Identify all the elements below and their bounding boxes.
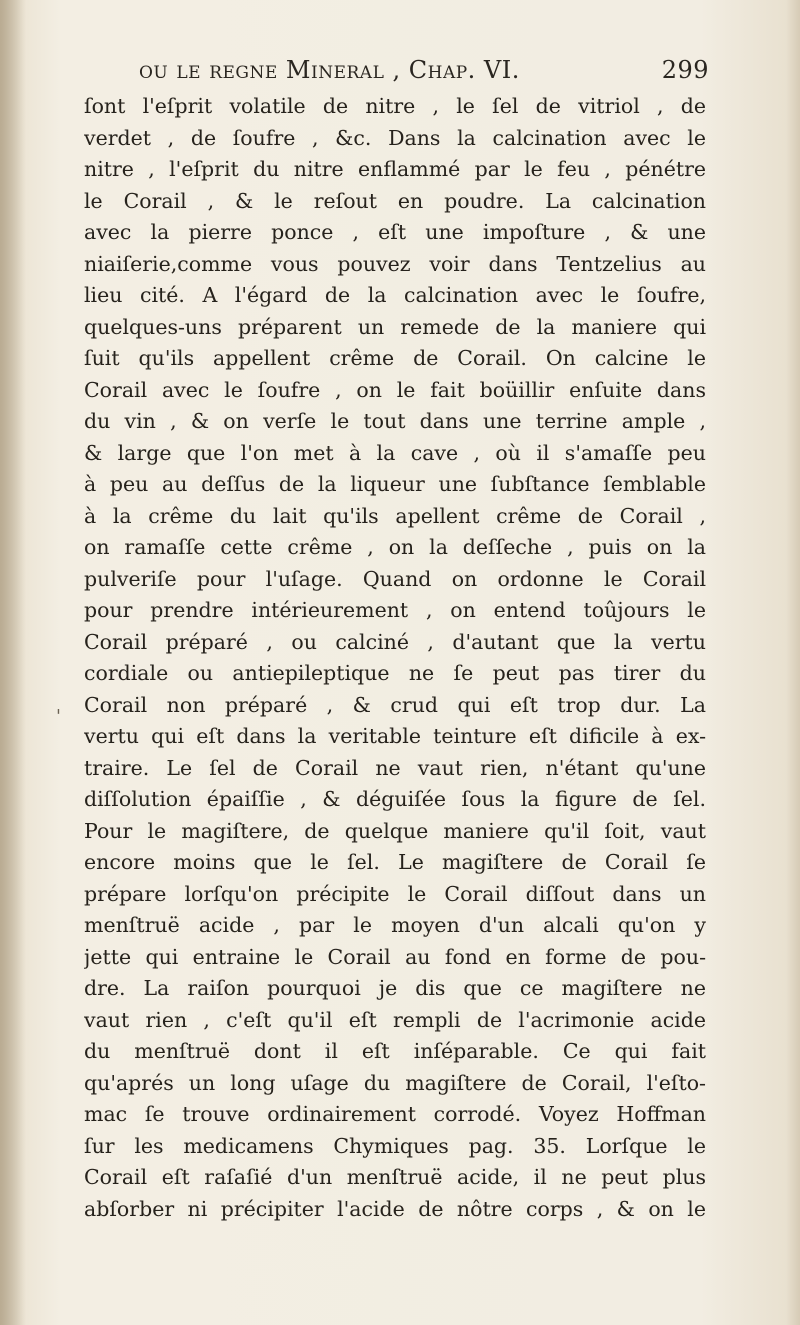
text-line: à peu au deſſus de la liqueur une ſubſtance ſemblable xyxy=(84,472,706,496)
text-line: Pour le magiſtere, de quelque maniere qu'il ſoit, vaut xyxy=(84,818,706,843)
text-line: Corail préparé , ou calciné , d'autant que la vertu xyxy=(84,629,706,654)
text-line: qu'aprés un long uſage du magiſtere de Corail, l'eſto- xyxy=(84,1070,706,1095)
text-line: quelques-uns préparent un remede de la maniere qui xyxy=(84,314,706,339)
text-line: Corail avec le ſoufre , on le fait boüillir enſuite dans xyxy=(84,377,706,402)
text-line: ſont l'eſprit volatile de nitre , le ſel de vitriol , de xyxy=(84,94,706,118)
text-line: le Corail , & le reſout en poudre. La calcination xyxy=(84,188,706,213)
running-title: ou le regne Mineral , Chap. VI. xyxy=(139,56,520,84)
text-line: vertu qui eſt dans la veritable teinture eſt dificile à ex- xyxy=(84,724,706,748)
body-text xyxy=(84,91,706,1225)
text-line: on ramaſſe cette crême , on la deſſeche , puis on la xyxy=(84,535,706,559)
text-line: pour prendre intérieurement , on entend toûjours le xyxy=(84,598,706,622)
text-line: niaiſerie,comme vous pouvez voir dans Tentzelius au xyxy=(84,251,706,276)
text-line: menſtruë acide , par le moyen d'un alcali qu'on y xyxy=(84,913,706,937)
text-line: avec la pierre ponce , eſt une impoſture , & une xyxy=(84,220,706,244)
text-line: du vin , & on verſe le tout dans une terrine ample , xyxy=(84,409,706,433)
margin-mark: ' xyxy=(56,706,61,727)
text-line: ſuit qu'ils appellent crême de Corail. On calcine le xyxy=(84,346,706,370)
text-line: cordiale ou antiepileptique ne ſe peut pas tirer du xyxy=(84,661,706,685)
text-line: ſur les medicamens Chymiques pag. 35. Lorſque le xyxy=(84,1133,706,1158)
text-line: diſſolution épaiſſie , & déguiſée ſous la figure de ſel. xyxy=(84,787,706,811)
text-line: nitre , l'eſprit du nitre enflammé par le feu , pénétre xyxy=(84,157,706,181)
text-line: du menſtruë dont il eſt inſéparable. Ce qui fait xyxy=(84,1039,706,1063)
text-line: traire. Le ſel de Corail ne vaut rien, n'étant qu'une xyxy=(84,755,706,780)
text-line: abſorber ni précipiter l'acide de nôtre corps , & on le xyxy=(84,1196,706,1221)
text-line: jette qui entraine le Corail au fond en forme de pou- xyxy=(84,944,706,969)
page-edge xyxy=(786,0,800,1325)
text-line: & large que l'on met à la cave , où il s'amaſſe peu xyxy=(84,440,706,465)
text-line: encore moins que le ſel. Le magiſtere de Corail ſe xyxy=(84,850,706,874)
text-line: Corail eſt raſaſié d'un menſtruë acide, il ne peut plus xyxy=(84,1165,706,1189)
text-line: lieu cité. A l'égard de la calcination avec le ſoufre, xyxy=(84,283,706,307)
text-line: à la crême du lait qu'ils apellent crême de Corail , xyxy=(84,503,706,528)
text-line: mac ſe trouve ordinairement corrodé. Voyez Hoffman xyxy=(84,1102,706,1126)
text-line: prépare lorſqu'on précipite le Corail diſſout dans un xyxy=(84,881,706,906)
running-header xyxy=(139,56,709,96)
text-line: verdet , de ſoufre , &c. Dans la calcination avec le xyxy=(84,125,706,150)
text-line: dre. La raiſon pourquoi je dis que ce magiſtere ne xyxy=(84,976,706,1000)
text-line: pulveriſe pour l'uſage. Quand on ordonne le Corail xyxy=(84,566,706,591)
text-line: Corail non préparé , & crud qui eſt trop dur. La xyxy=(84,692,706,717)
spine-shadow xyxy=(0,0,26,1325)
page-number: 299 xyxy=(661,56,709,84)
text-line: vaut rien , c'eſt qu'il eſt rempli de l'acrimonie acide xyxy=(84,1007,706,1032)
